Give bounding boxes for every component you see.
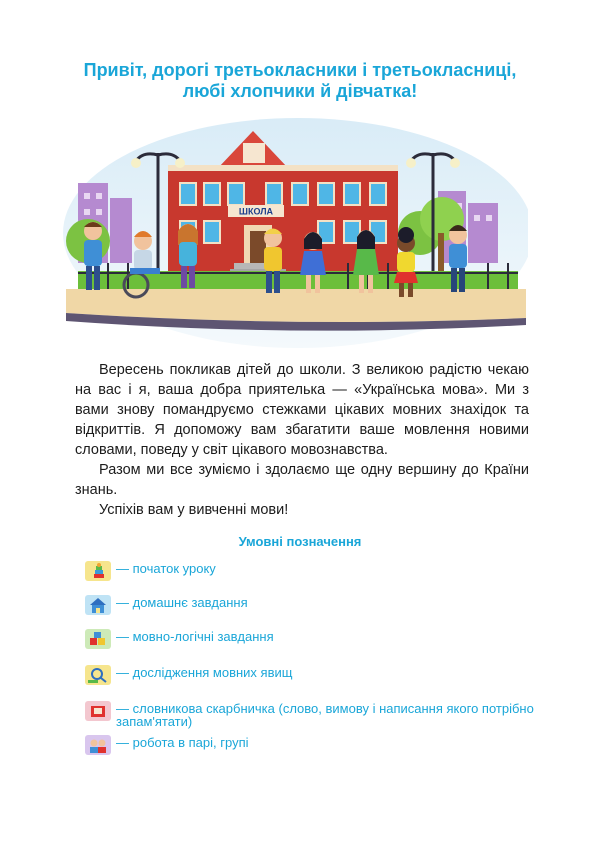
legend-item-logic — [84, 628, 274, 650]
intro-paragraph-2: Разом ми все зуміємо і здолаємо ще одну вершину до Країни знань. — [75, 462, 529, 498]
title-line-2: любі хлопчики й дівчатка! — [182, 81, 418, 101]
word-box-icon — [84, 700, 112, 722]
pair-work-icon — [84, 734, 112, 756]
legend-label: — мовно-логічні завдання — [116, 629, 274, 644]
legend-item-research — [84, 664, 292, 686]
legend-label: — дослідження мовних явищ — [116, 665, 293, 680]
house-icon — [84, 594, 112, 616]
school-sign-text: ШКОЛА — [238, 206, 274, 217]
title-line-1: Привіт, дорогі третьокласники і третьокласниці, — [83, 60, 517, 80]
legend-label: — робота в парі, групі — [116, 735, 249, 750]
magnifier-number-icon — [84, 664, 112, 686]
legend-item-lesson-start — [84, 560, 216, 582]
intro-paragraph-3: Успіхів вам у вивченні мови! — [99, 502, 289, 518]
legend-label: — початок уроку — [116, 561, 216, 576]
legend-item-homework — [84, 594, 248, 616]
school-illustration — [48, 113, 528, 353]
legend-label: — словникова скарбничка (слово, вимову і написання якого потрібно запам'ятати) — [116, 701, 534, 729]
logic-blocks-icon — [84, 628, 112, 650]
legend-item-vocabulary — [84, 700, 544, 728]
intro-text — [75, 360, 529, 520]
legend-title: Умовні позначення — [238, 534, 362, 549]
legend-label: — домашнє завдання — [116, 595, 248, 610]
pyramid-toy-icon — [84, 560, 112, 582]
legend-item-pair-work — [84, 734, 249, 756]
intro-paragraph-1: Вересень покликав дітей до школи. З великою радістю чекаю на вас і я, ваша добра приятелька — «Українська мова». Ми з вами знову помандруємо стежками цікавих мовних знахідок та відкриттів. Я допоможу вам збагатити ваше мовлення новими словами, поведу у світ цікавого мовознавства. — [75, 362, 529, 458]
page-title — [0, 60, 600, 102]
